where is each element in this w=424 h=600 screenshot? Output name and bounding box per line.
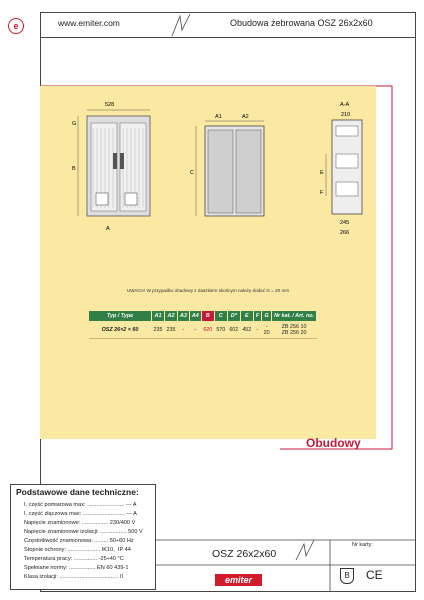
section-top-dim: 210 [341, 112, 351, 118]
cell-e: 452 [240, 322, 253, 339]
tech-line: Napięcie znamionowe izolacji: ................. 500 V [24, 529, 143, 535]
tech-line: Napięcie znamionowe: ................. 230/400 V [24, 520, 136, 526]
section-title: A-A [340, 102, 350, 108]
section-mid-dim: 245 [340, 220, 350, 226]
cell-a2: 235 [165, 322, 178, 339]
cell-a4: - [189, 322, 201, 339]
col-c: C [214, 311, 227, 322]
tech-line: I, część pomiarowa max: ........................ --- A [24, 502, 137, 508]
inner-height-dim: C [190, 170, 194, 176]
front-depth-dim: G [72, 121, 77, 127]
col-type: Typ / Type [89, 311, 152, 322]
emiter-brand-logo: emiter [215, 574, 262, 586]
category-label: Obudowy [306, 436, 361, 450]
cell-d: 602 [227, 322, 240, 339]
cell-c: 570 [214, 322, 227, 339]
note-text: UWAGA! W przypadku obudowy z daszkiem skośnym należy dodać G = 20 mm [126, 288, 290, 293]
tech-line: Częstotliwość znamionowa: ......... 50÷60 Hz [24, 538, 134, 544]
tech-line: I, część złączowa max: ........................... --- A [24, 511, 137, 517]
section-f-dim: F [320, 190, 324, 196]
cell-a1: 235 [152, 322, 165, 339]
col-artno: Nr kat. / Art. no. [272, 311, 317, 322]
header-url[interactable]: www.emiter.com [58, 18, 120, 28]
tech-line: Stopnie ochrony: ..................... IK10, IP 44 [24, 547, 131, 553]
ce-mark-icon: CE [366, 568, 383, 582]
emiter-logo-icon: e [8, 18, 24, 34]
cell-f: - [253, 322, 261, 339]
col-e: E [240, 311, 253, 322]
inner-a2-dim: A2 [242, 114, 249, 120]
inner-a1-dim: A1 [215, 114, 222, 120]
card-number-label: Nr karty: [352, 542, 373, 548]
cell-type: OSZ 26×2 × 60 [89, 322, 152, 339]
bottom-model-name: OSZ 26x2x60 [212, 548, 277, 560]
tech-title: Podstawowe dane techniczne: [16, 487, 139, 497]
col-g: G [262, 311, 272, 322]
cell-a3: - [178, 322, 190, 339]
cell-b: 620 [201, 322, 214, 339]
cell-artno: ZB 256 10 ZB 256 20 [272, 322, 317, 339]
section-marker: A [106, 226, 110, 232]
col-a2: A2 [165, 311, 178, 322]
tech-line: Spełniane normy: ................. EN 60 439-1 [24, 565, 129, 571]
document-title: Obudowa żebrowana OSZ 26x2x60 [230, 18, 373, 28]
section-bottom-dim: 266 [340, 230, 350, 236]
col-a3: A3 [178, 311, 190, 322]
cell-g: - 20 [262, 322, 272, 339]
front-width-dim: 528 [105, 102, 115, 108]
b-certification-icon: B [340, 568, 354, 584]
tech-line: Klasa izolacji: ...................................... II [24, 574, 124, 580]
col-a4: A4 [189, 311, 201, 322]
col-b: B [201, 311, 214, 322]
col-d: D* [227, 311, 240, 322]
front-height-dim: B [72, 166, 76, 172]
col-f: F [253, 311, 261, 322]
tech-line: Temperatura pracy: ............... -25÷40 °C [24, 556, 124, 562]
section-e-dim: E [320, 170, 324, 176]
col-a1: A1 [152, 311, 165, 322]
